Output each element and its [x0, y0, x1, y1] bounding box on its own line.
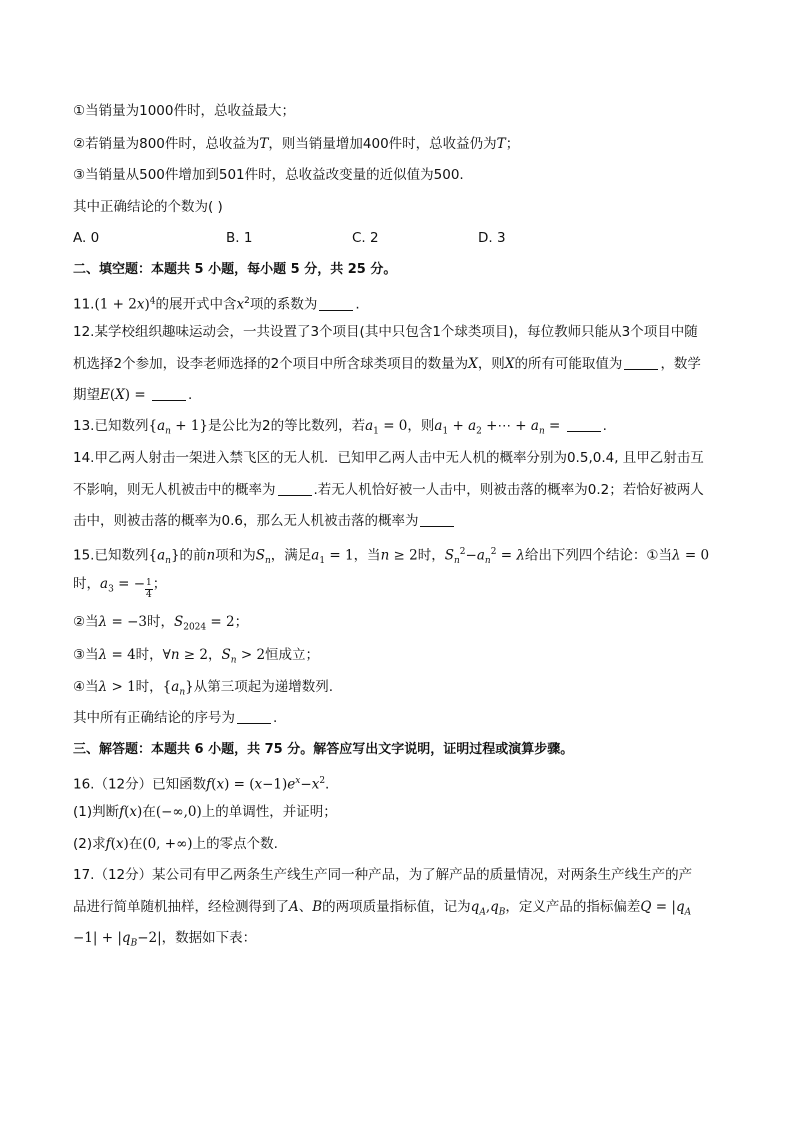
- question-15-conclusion-2: ②当λ = −3时，$S_{2024} = 2$；: [73, 614, 249, 633]
- q10-choice-d: D. 3: [478, 230, 506, 246]
- question-15-line-1: 15.已知数列$\{a_n\}$的前n项和为$S_n$，满足$a_1 = 1$，当n ≥ 2时，$S_n^2-a_n^2 = \lambda$给出下列四个结论：①当λ = 0: [73, 547, 710, 567]
- answer-blank[interactable]: [567, 417, 601, 432]
- question-16-head: 16.（12分）已知函数$f(x) = (x-1)e^x-x^2$.: [73, 776, 330, 793]
- q10-question: 其中正确结论的个数为( ): [73, 199, 223, 215]
- answer-blank[interactable]: [319, 296, 353, 311]
- question-17-line-2: 品进行简单随机抽样，经检测得到了A、B的两项质量指标值，记为$q_A,q_B$，定义产品的指标偏差$Q = |q_A$: [73, 899, 692, 918]
- question-12-line-2: 机选择2个参加，设李老师选择的2个项目中所含球类项目的数量为X，则X的所有可能取值为 ，数学: [73, 356, 701, 372]
- question-14-line-3: 击中，则被击落的概率为0.6，那么无人机被击落的概率为: [73, 511, 456, 531]
- section-3-header: 三、解答题：本题共 6 小题，共 75 分。解答应写出文字说明，证明过程或演算步骤。: [73, 742, 574, 757]
- question-15-line-2: 时，$a_3$ = − $\frac{1}{4}$ ；: [73, 576, 167, 600]
- question-15-conclusion-3: ③当λ = 4时，∀n ≥ 2，$S_n > 2$恒成立；: [73, 647, 320, 666]
- question-12-line-3: 期望E(X) = .: [73, 387, 193, 403]
- answer-blank[interactable]: [237, 709, 271, 724]
- q10-statement-1: ①当销量为1000件时，总收益最大；: [73, 103, 295, 119]
- section-2-header: 二、填空题：本题共 5 小题，每小题 5 分，共 25 分。: [73, 262, 397, 277]
- answer-blank[interactable]: [624, 355, 658, 370]
- question-15-question: 其中所有正确结论的序号为 .: [73, 710, 278, 726]
- q10-statement-3: ③当销量从500件增加到501件时，总收益改变量的近似值为500.: [73, 167, 464, 183]
- question-17-line-1: 17.（12分）某公司有甲乙两条生产线生产同一种产品，为了解产品的质量情况，对两条生产线生产的产: [73, 867, 693, 883]
- question-12-line-1: 12.某学校组织趣味运动会，一共设置了3个项目(其中只包含1个球类项目)，每位教师只能从3个项目中随: [73, 324, 698, 340]
- q10-choice-b: B. 1: [226, 230, 253, 246]
- question-16-part-2: (2)求f(x)在(0, +∞)上的零点个数.: [73, 836, 278, 852]
- question-14-line-1: 14.甲乙两人射击一架进入禁飞区的无人机．已知甲乙两人击中无人机的概率分别为0.5,0.4, 且甲乙射击互: [73, 450, 704, 466]
- question-14-line-2: 不影响，则无人机被击中的概率为 .若无人机恰好被一人击中，则被击落的概率为0.2；若恰好被两人: [73, 482, 704, 498]
- q10-choice-c: C. 2: [352, 230, 379, 246]
- question-13: 13.已知数列$\{a_n + 1\}$是公比为2的等比数列，若$a_1 = 0$，则$a_1 + a_2$ +⋯ + $a_n$ = .: [73, 418, 607, 437]
- answer-blank[interactable]: [420, 512, 454, 527]
- q10-statement-2: ②若销量为800件时，总收益为T，则当销量增加400件时，总收益仍为T；: [73, 136, 520, 152]
- question-17-line-3: $-1| + |q_B-2|$，数据如下表：: [73, 930, 257, 949]
- fraction: $\frac{1}{4}$: [146, 578, 152, 600]
- question-16-part-1: (1)判断f(x)在(−∞,0)上的单调性，并证明；: [73, 804, 337, 820]
- q10-choice-a: A. 0: [73, 230, 100, 246]
- question-15-conclusion-4: ④当λ > 1时，$\{a_n\}$从第三项起为递增数列.: [73, 679, 333, 698]
- answer-blank[interactable]: [278, 481, 312, 496]
- question-11: $11.(1 + 2x)^4$的展开式中含$x^2$项的系数为 .: [73, 296, 360, 313]
- answer-blank[interactable]: [152, 386, 186, 401]
